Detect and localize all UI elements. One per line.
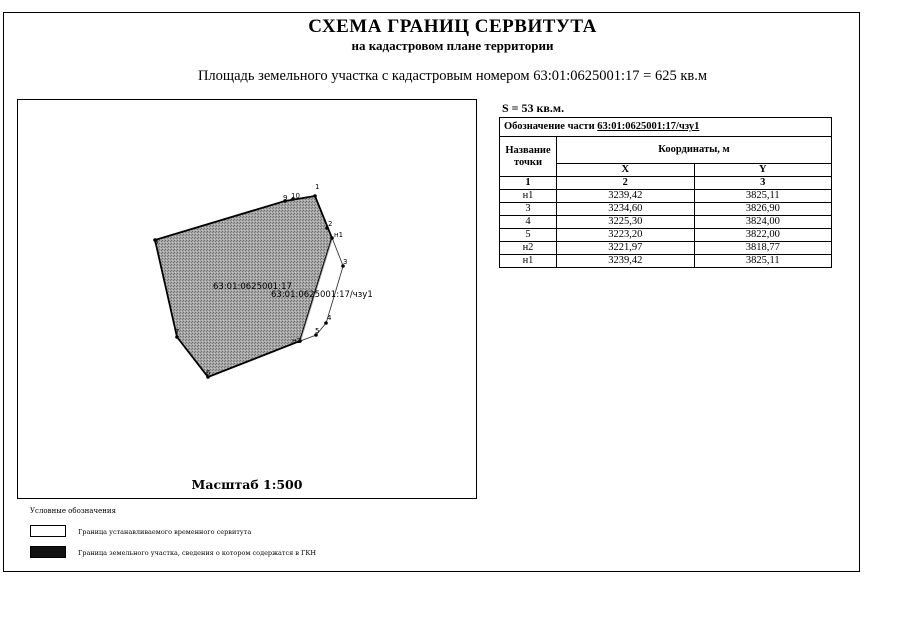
document-subtitle: на кадастровом плане территории [351, 38, 554, 53]
point-label: 10 [291, 192, 300, 200]
legend-title: Условные обозначения [30, 507, 117, 515]
y-cell: 3818,77 [694, 242, 832, 255]
table-row [500, 203, 832, 216]
y-cell: 3824,00 [694, 216, 832, 229]
point-cell: н1 [500, 190, 557, 203]
y-cell: 3826,90 [694, 203, 832, 216]
point-cell: 3 [500, 203, 557, 216]
point-label: 3 [343, 258, 348, 266]
header-x: X [557, 164, 695, 177]
parcel-area-line: Площадь земельного участка с кадастровым номером 63:01:0625001:17 = 625 кв.м [197, 68, 708, 84]
point-cell: н1 [500, 255, 557, 268]
point-label: 4 [327, 314, 332, 322]
x-cell: 3223,20 [557, 229, 695, 242]
legend-label-parcel: Граница земельного участка, сведения о котором содержатся в ГКН [78, 549, 317, 557]
point-label: 5 [315, 327, 320, 335]
caption-prefix: Обозначение части [504, 121, 595, 132]
y-cell: 3822,00 [694, 229, 832, 242]
table-row [500, 255, 832, 268]
x-cell: 3239,42 [557, 255, 695, 268]
x-cell: 3225,30 [557, 216, 695, 229]
x-cell: 3239,42 [557, 190, 695, 203]
point-label: 1 [315, 183, 320, 191]
servitude-area-label: S = 53 кв.м. [502, 101, 565, 115]
index-cell: 2 [557, 177, 695, 190]
point-label: 7 [175, 328, 180, 336]
y-cell: 3825,11 [694, 190, 832, 203]
index-cell: 1 [500, 177, 557, 190]
table-row [500, 242, 832, 255]
table-caption [500, 118, 832, 137]
point-label: 2 [328, 220, 333, 228]
header-point-name: Название точки [500, 137, 557, 177]
map-scale: Масштаб 1:500 [191, 477, 303, 492]
document-title: СХЕМА ГРАНИЦ СЕРВИТУТА [308, 16, 597, 37]
servitude-cadastral-label: 63:01:0625001:17/чзу1 [271, 290, 373, 300]
point-cell: 4 [500, 216, 557, 229]
point-label: 6 [206, 369, 211, 377]
coordinates-table [499, 117, 832, 268]
table-row [500, 229, 832, 242]
legend-label-servitude: Граница устанавливаемого временного сервитута [78, 528, 252, 536]
x-cell: 3234,60 [557, 203, 695, 216]
point-label: н2 [292, 337, 302, 345]
point-label: н1 [334, 231, 344, 239]
table-row [500, 190, 832, 203]
parcel-cadastral-label: 63:01:0625001:17 [213, 282, 292, 292]
point-label: 8 [154, 238, 159, 246]
point-label: 9 [283, 194, 288, 202]
caption-number: 63:01:0625001:17/чзу1 [597, 121, 700, 132]
header-y: Y [694, 164, 832, 177]
boundary-point [313, 194, 317, 198]
table-row [500, 216, 832, 229]
point-cell: н2 [500, 242, 557, 255]
legend-swatch-servitude [30, 525, 66, 537]
header-coordinates: Координаты, м [557, 137, 832, 164]
legend-swatch-parcel [30, 546, 66, 558]
x-cell: 3221,97 [557, 242, 695, 255]
point-cell: 5 [500, 229, 557, 242]
y-cell: 3825,11 [694, 255, 832, 268]
index-cell: 3 [694, 177, 832, 190]
